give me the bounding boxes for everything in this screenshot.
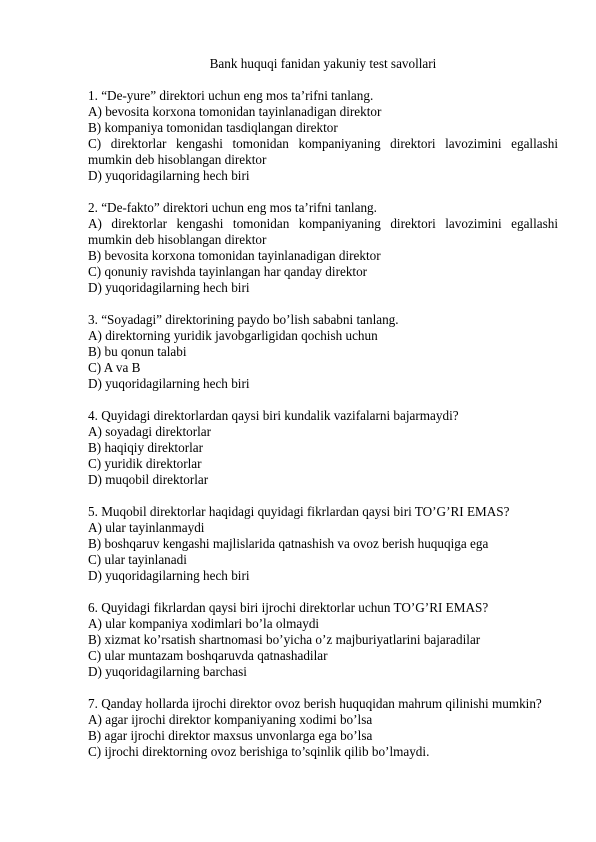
answer-option: B) kompaniya tomonidan tasdiqlangan direktor: [88, 120, 338, 135]
question-text: 7. Qanday hollarda ijrochi direktor ovoz berish huquqidan mahrum qilinishi mumkin?: [88, 696, 542, 711]
answer-option: D) muqobil direktorlar: [88, 472, 209, 487]
question-text: 6. Quyidagi fikrlardan qaysi biri ijrochi direktorlar uchun TO’G’RI EMAS?: [88, 600, 489, 615]
question-2: [88, 200, 558, 296]
answer-option: A) ular tayinlanmaydi: [88, 520, 205, 535]
answer-option: A) agar ijrochi direktor kompaniyaning xodimi bo’lsa: [88, 712, 373, 727]
answer-option: C) ular tayinlanadi: [88, 552, 187, 567]
answer-option: B) bevosita korxona tomonidan tayinlanadigan direktor: [88, 248, 381, 263]
question-text: 2. “De-fakto” direktori uchun eng mos ta’rifni tanlang.: [88, 200, 377, 215]
question-text: 3. “Soyadagi” direktorining paydo bo’lish sababni tanlang.: [88, 312, 399, 327]
question-5: [88, 504, 558, 584]
answer-option: D) yuqoridagilarning barchasi: [88, 664, 247, 679]
answer-option: D) yuqoridagilarning hech biri: [88, 376, 250, 391]
answer-option: B) agar ijrochi direktor maxsus unvonlarga ega bo’lsa: [88, 728, 373, 743]
question-3: [88, 312, 558, 392]
answer-option: C) A va B: [88, 360, 141, 375]
answer-option: C) direktorlar kengashi tomonidan kompaniyaning direktori lavozimini egallashi mumkin deb hisoblangan direktor: [88, 136, 558, 167]
answer-option: A) soyadagi direktorlar: [88, 424, 212, 439]
question-text: 5. Muqobil direktorlar haqidagi quyidagi fikrlardan qaysi biri TO’G’RI EMAS?: [88, 504, 510, 519]
answer-option: A) ular kompaniya xodimlari bo’la olmaydi: [88, 616, 320, 631]
question-6: [88, 600, 558, 680]
answer-option: A) direktorning yuridik javobgarligidan qochish uchun: [88, 328, 378, 343]
document-title: Bank huquqi fanidan yakuniy test savollari: [209, 56, 437, 71]
question-1: [88, 88, 558, 184]
answer-option: B) xizmat ko’rsatish shartnomasi bo’yicha o’z majburiyatlarini bajaradilar: [88, 632, 481, 647]
answer-option: A) bevosita korxona tomonidan tayinlanadigan direktor: [88, 104, 382, 119]
answer-option: B) boshqaruv kengashi majlislarida qatnashish va ovoz berish huquqiga ega: [88, 536, 489, 551]
answer-option: C) ular muntazam boshqaruvda qatnashadilar: [88, 648, 328, 663]
answer-option: B) bu qonun talabi: [88, 344, 187, 359]
question-text: 4. Quyidagi direktorlardan qaysi biri kundalik vazifalarni bajarmaydi?: [88, 408, 459, 423]
answer-option: C) qonuniy ravishda tayinlangan har qanday direktor: [88, 264, 368, 279]
question-7: [88, 696, 558, 760]
question-4: [88, 408, 558, 488]
answer-option: C) yuridik direktorlar: [88, 456, 202, 471]
answer-option: D) yuqoridagilarning hech biri: [88, 168, 250, 183]
answer-option: D) yuqoridagilarning hech biri: [88, 568, 250, 583]
question-text: 1. “De-yure” direktori uchun eng mos ta’rifni tanlang.: [88, 88, 374, 103]
answer-option: C) ijrochi direktorning ovoz berishiga to’sqinlik qilib bo’lmaydi.: [88, 744, 430, 759]
answer-option: B) haqiqiy direktorlar: [88, 440, 203, 455]
answer-option: D) yuqoridagilarning hech biri: [88, 280, 250, 295]
answer-option: A) direktorlar kengashi tomonidan kompaniyaning direktori lavozimini egallashi mumkin deb hisoblangan direktor: [88, 216, 558, 247]
